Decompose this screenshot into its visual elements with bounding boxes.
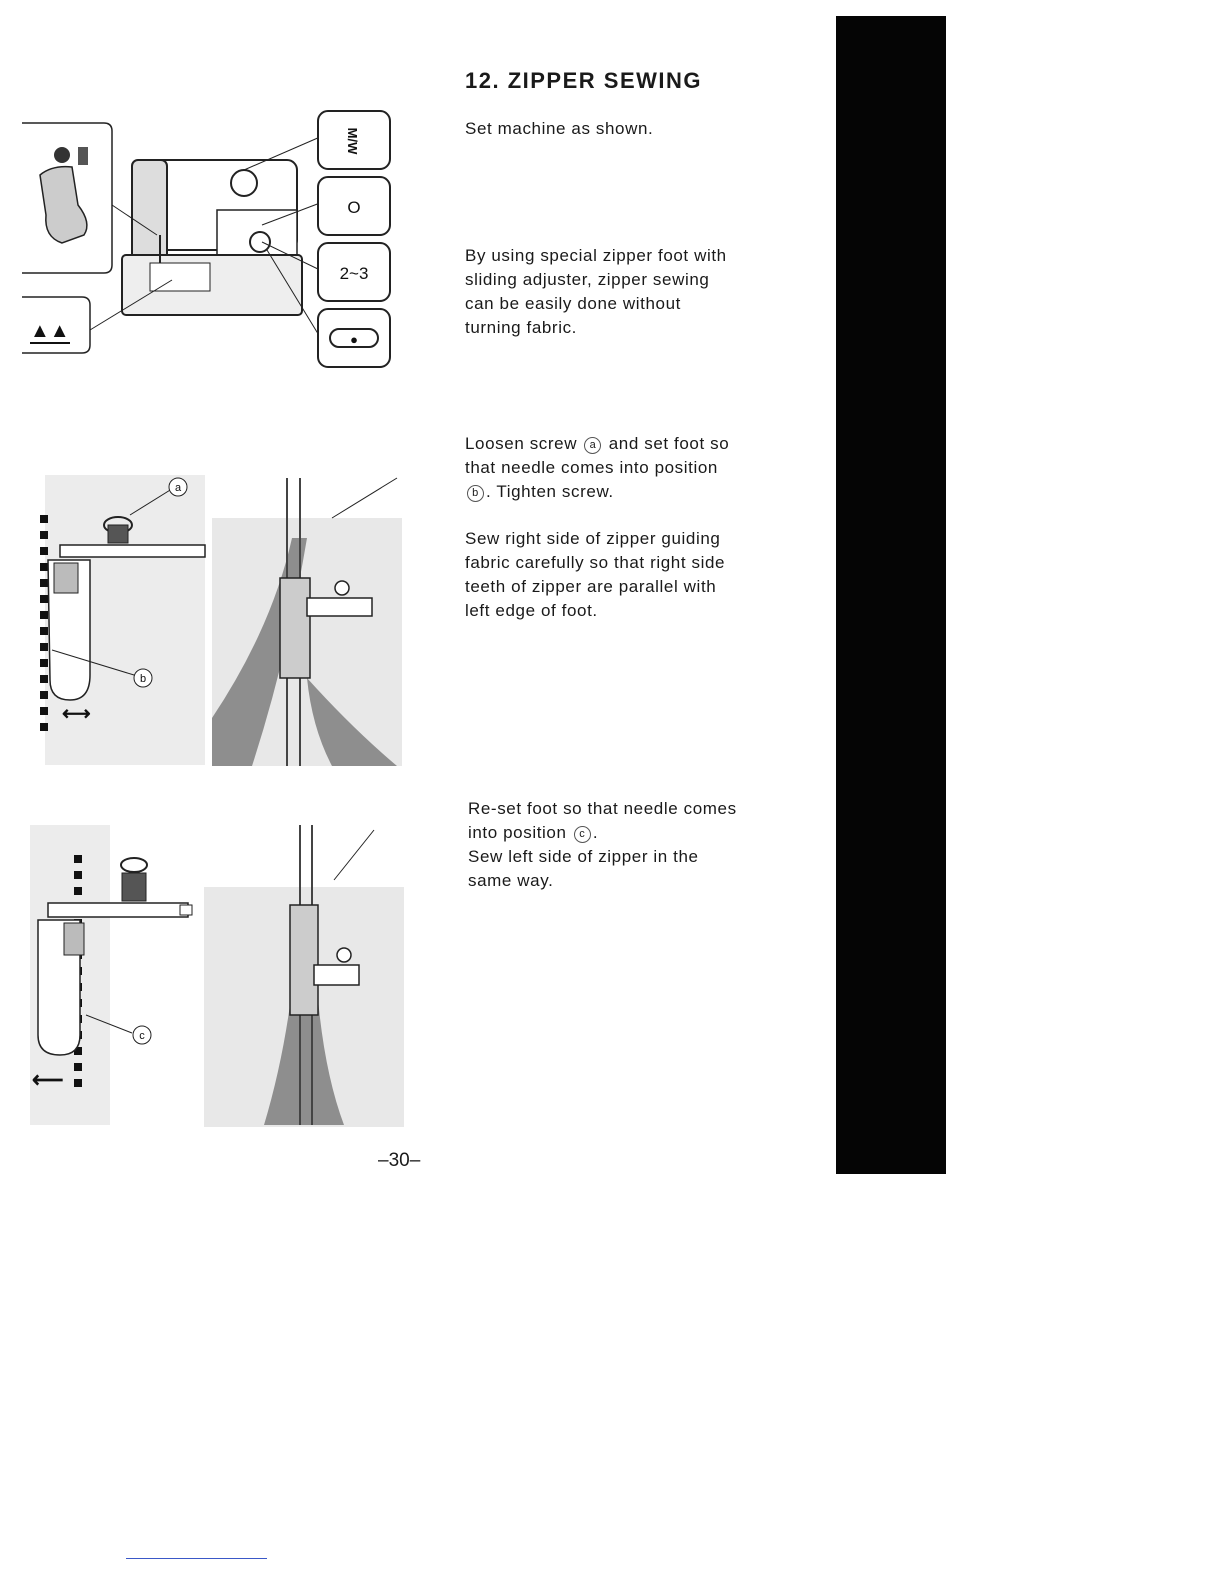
- feed-dog-inset: [22, 297, 90, 353]
- callout-a: a: [174, 482, 182, 494]
- figure-sewing-left-side: [204, 825, 407, 1130]
- stitch-pattern-symbol: M/W: [345, 127, 360, 155]
- zipper-foot-inset: [22, 123, 112, 273]
- footer-rule: [126, 1558, 267, 1559]
- setting-box-stitch-width: [318, 177, 390, 235]
- callout-b: b: [139, 673, 147, 685]
- instruction-set-machine: Set machine as shown.: [465, 119, 654, 138]
- section-title: 12. ZIPPER SEWING: [465, 68, 702, 93]
- figure-sewing-right-side: [212, 478, 404, 768]
- instruction-sew-right-side: Sew right side of zipper guiding fabric carefully so that right side teeth of zipper are parallel with left edge of foot.: [465, 529, 726, 620]
- figure-machine-settings: [22, 105, 397, 370]
- setting-box-stitch-pattern: [318, 111, 390, 169]
- figure-foot-position-c: [30, 825, 210, 1130]
- setting-box-stitch-length: [318, 243, 390, 301]
- instruction-zipper-foot: By using special zipper foot with sliding adjuster, zipper sewing can be easily done without turning fabric.: [465, 246, 727, 337]
- slide-left-arrow-icon: ⟵: [32, 1067, 64, 1092]
- stitch-length-value: 2~3: [339, 264, 369, 283]
- stitch-width-value: O: [347, 198, 361, 217]
- page-number: –30–: [378, 1150, 421, 1171]
- slide-arrow-icon: ⟷: [62, 703, 91, 725]
- instruction-loosen-screw: Loosen screw a and set foot so that needle comes into position b . Tighten screw.: [465, 434, 730, 501]
- marker-a: a: [584, 437, 601, 454]
- instruction-reset-foot: Re-set foot so that needle comes into position c . Sew left side of zipper in the same way.: [468, 799, 737, 890]
- setting-box-needle-position: [318, 309, 390, 367]
- needle-position-symbol: ●: [350, 332, 358, 347]
- scan-edge-black-bar: [836, 16, 946, 1174]
- figure-foot-position-b: [30, 475, 210, 770]
- feed-dog-symbol: ▲▲: [30, 320, 70, 342]
- marker-c: c: [574, 826, 591, 843]
- callout-c: c: [139, 1030, 145, 1042]
- sewing-machine-illustration: [122, 160, 302, 315]
- marker-b: b: [467, 485, 484, 502]
